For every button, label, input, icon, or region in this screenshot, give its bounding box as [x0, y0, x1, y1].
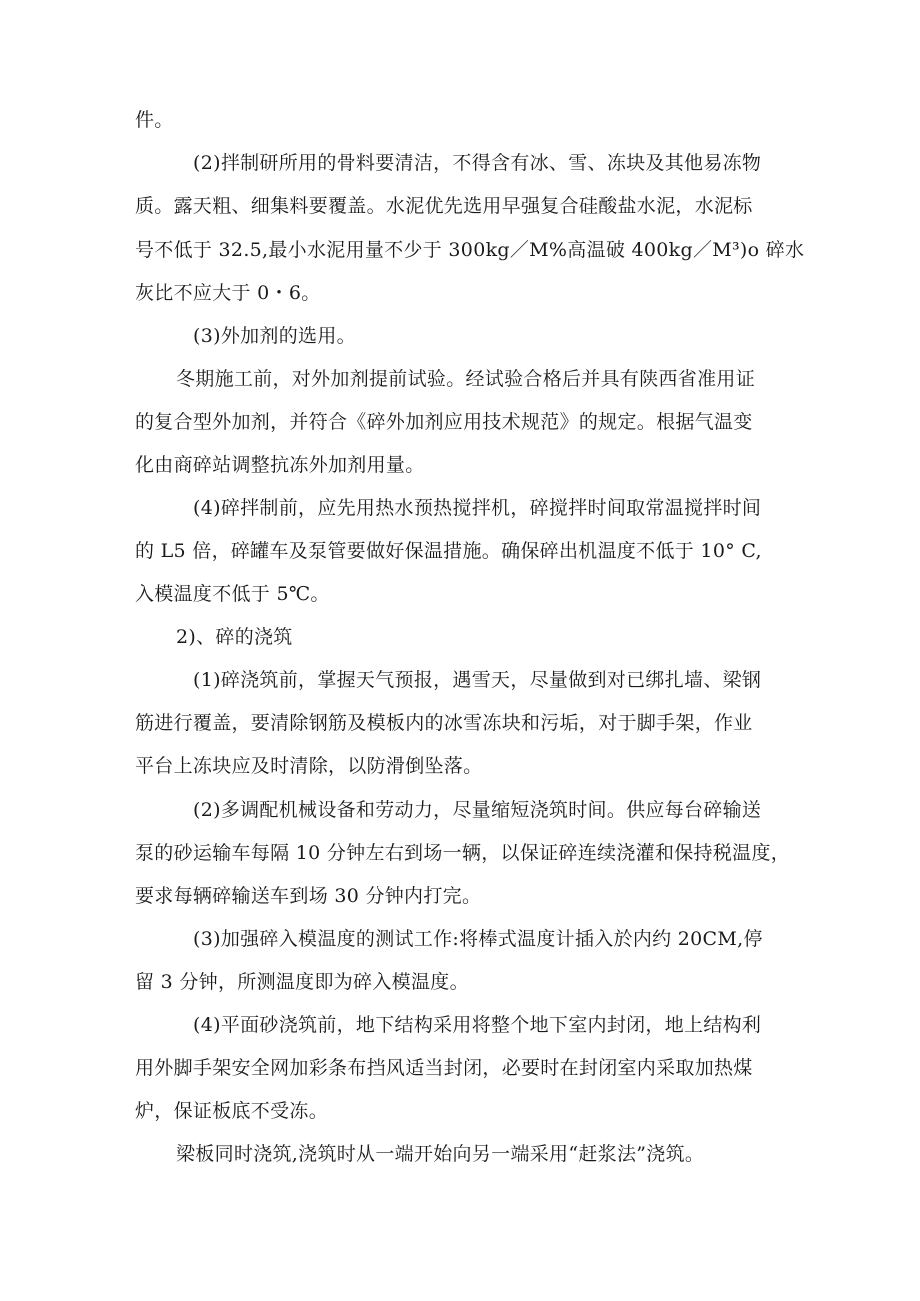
text-line: (2)拌制研所用的骨料要清洁，不得含有冰、雪、冻块及其他易冻物	[193, 152, 762, 174]
text-line: 留 3 分钟，所测温度即为碎入模温度。	[135, 971, 469, 993]
text-line: 灰比不应大于 0・6。	[135, 282, 321, 304]
text-line: (1)碎浇筑前，掌握天气预报，遇雪天，尽量做到对已绑扎墙、梁钢	[193, 669, 762, 691]
text-line: 平台上冻块应及时清除，以防滑倒坠落。	[135, 755, 483, 777]
text-line: 的 L5 倍，碎罐车及泵管要做好保温措施。确保碎出机温度不低于 10° C,	[135, 540, 762, 562]
text-line: (3)加强碎入模温度的测试工作:将棒式温度计插入於内约 20CM,停	[193, 928, 763, 950]
text-line: (4)平面砂浇筑前，地下结构采用将整个地下室内封闭，地上结构利	[193, 1014, 762, 1036]
text-line: 泵的砂运输车每隔 10 分钟左右到场一辆，以保证碎连续浇灌和保持税温度，	[135, 842, 791, 864]
text-line: (2)多调配机械设备和劳动力，尽量缩短浇筑时间。供应每台碎输送	[193, 799, 762, 821]
section-heading: 2)、碎的浇筑	[176, 626, 293, 648]
text-line: 入模温度不低于 5℃。	[135, 583, 330, 605]
text-line: 化由商碎站调整抗冻外加剂用量。	[135, 454, 425, 476]
text-line: 号不低于 32.5,最小水泥用量不少于 300kg／M%高温破 400kg／M³)o 碎水	[135, 239, 805, 261]
text-line: (4)碎拌制前，应先用热水预热搅拌机，碎搅拌时间取常温搅拌时间	[193, 497, 762, 519]
text-line: 用外脚手架安全网加彩条布挡风适当封闭，必要时在封闭室内采取加热煤	[135, 1057, 753, 1079]
text-line: (3)外加剂的选用。	[193, 325, 356, 347]
text-line: 筋进行覆盖，要清除钢筋及模板内的冰雪冻块和污垢，对于脚手架，作业	[135, 712, 753, 734]
text-line: 件。	[135, 109, 174, 131]
text-line: 炉，保证板底不受冻。	[135, 1100, 329, 1122]
text-line: 的复合型外加剂，并符合《碎外加剂应用技术规范》的规定。根据气温变	[135, 411, 753, 433]
text-line: 冬期施工前，对外加剂提前试验。经试验合格后并具有陕西省准用证	[176, 368, 756, 390]
text-line: 质。露天粗、细集料要覆盖。水泥优先选用早强复合硅酸盐水泥，水泥标	[135, 195, 753, 217]
text-line: 梁板同时浇筑,浇筑时从一端开始向另一端采用“赶浆法”浇筑。	[176, 1143, 705, 1165]
text-line: 要求每辆碎输送车到场 30 分钟内打完。	[135, 885, 482, 907]
